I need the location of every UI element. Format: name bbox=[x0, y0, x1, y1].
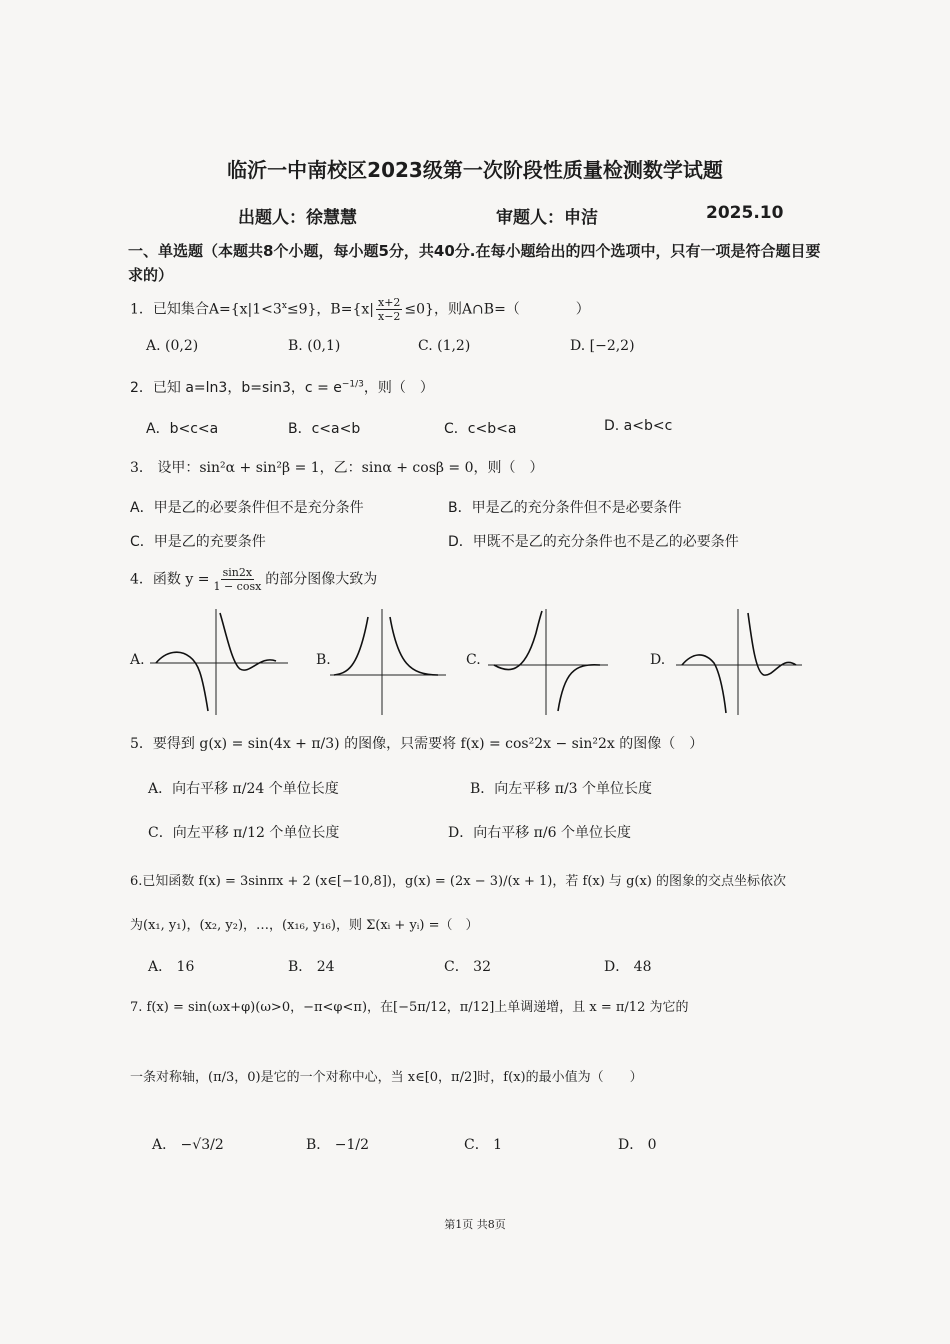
q1-option-c: C. (1,2) bbox=[418, 338, 471, 354]
q4-frac-num: sin2x bbox=[222, 566, 253, 579]
q4-prefix: 4．函数 y = bbox=[130, 571, 210, 588]
q6-option-a: A． 16 bbox=[148, 959, 195, 975]
exam-date: 2025.10 bbox=[706, 203, 784, 223]
question-4 bbox=[130, 566, 377, 593]
question-7-line-2: 一条对称轴，(π/3，0)是它的一个对称中心，当 x∈[0，π/2]时，f(x)的最小值为（ ） bbox=[130, 1070, 643, 1085]
q1-frac-num: x+2 bbox=[377, 296, 401, 309]
question-5: 5．要得到 g(x) = sin(4x + π/3) 的图像，只需要将 f(x) = cos²2x − sin²2x 的图像（ ） bbox=[130, 736, 704, 752]
question-6-line-1: 6.已知函数 f(x) = 3sinπx + 2 (x∈[−10,8])，g(x) = (2x − 3)/(x + 1)，若 f(x) 与 g(x) 的图象的交点坐标依次 bbox=[130, 874, 786, 889]
q4-option-c-label: C. bbox=[466, 652, 481, 668]
q3-option-d: D．甲既不是乙的充分条件也不是乙的必要条件 bbox=[448, 534, 739, 550]
q1-fraction bbox=[376, 296, 402, 323]
q1-option-d: D. [−2,2) bbox=[570, 338, 635, 354]
q2-option-a: A．b<c<a bbox=[146, 421, 219, 437]
q4-option-d-label: D. bbox=[650, 652, 666, 668]
q2-stem: 2．已知 a=ln3，b=sin3，c = e bbox=[130, 380, 342, 396]
question-3: 3． 设甲：sin²α + sin²β = 1，乙：sinα + cosβ = 0，则（ ） bbox=[130, 460, 544, 476]
q7-option-d: D． 0 bbox=[618, 1137, 657, 1153]
section-heading: 一、单选题（本题共8个小题，每小题5分，共40分.在每小题给出的四个选项中，只有一项是符合题目要求的） bbox=[128, 242, 821, 284]
q1-mid: ≤9}，B={x| bbox=[286, 301, 374, 318]
q1-option-b: B. (0,1) bbox=[288, 338, 341, 354]
q4-graph-b bbox=[326, 603, 452, 718]
q4-option-a-label: A. bbox=[130, 652, 145, 668]
q1-prefix: 1．已知集合A={x|1<3 bbox=[130, 301, 282, 318]
q7-option-c: C． 1 bbox=[464, 1137, 503, 1153]
question-1: 1．已知集合$A=\{x|1<3^x\le 9\}$，B={x| $\frac{x+2}{x-2}$ ≤0}，则A∩B=（ ） bbox=[130, 296, 590, 323]
q3-option-b: B．甲是乙的充分条件但不是必要条件 bbox=[448, 500, 682, 516]
q2-tail: ，则（ ） bbox=[363, 380, 434, 396]
q2-option-d: D. a<b<c bbox=[604, 418, 673, 434]
page-title: 临沂一中南校区2023级第一次阶段性质量检测数学试题 bbox=[227, 158, 723, 182]
q3-option-c: C．甲是乙的充要条件 bbox=[130, 534, 266, 550]
q5-option-d: D．向右平移 π/6 个单位长度 bbox=[448, 825, 631, 841]
q1-frac-den: x−2 bbox=[377, 310, 401, 323]
q1-option-a: A. (0,2) bbox=[146, 338, 199, 354]
q2-exponent: −1/3 bbox=[341, 379, 364, 390]
q3-option-a: A．甲是乙的必要条件但不是充分条件 bbox=[130, 500, 364, 516]
question-6-line-2: 为(x₁, y₁)，(x₂, y₂)，…，(x₁₆, y₁₆)，则 Σ(xᵢ + yᵢ) =（ ） bbox=[130, 918, 479, 933]
q4-graph-c bbox=[484, 603, 614, 718]
q4-fraction bbox=[211, 566, 263, 593]
q4-graph-a bbox=[146, 603, 294, 718]
q5-option-b: B．向左平移 π/3 个单位长度 bbox=[470, 781, 653, 797]
q4-suffix: 的部分图像大致为 bbox=[265, 571, 378, 588]
q4-option-b-label: B. bbox=[316, 652, 331, 668]
q6-option-c: C． 32 bbox=[444, 959, 491, 975]
q4-graph-d bbox=[672, 603, 808, 718]
q7-option-b: B． −1/2 bbox=[306, 1137, 369, 1153]
setter-label: 出题人：徐慧慧 bbox=[238, 208, 357, 228]
reviewer-label: 审题人：申洁 bbox=[496, 208, 598, 228]
q5-option-c: C．向左平移 π/12 个单位长度 bbox=[148, 825, 340, 841]
q2-option-b: B．c<a<b bbox=[288, 421, 361, 437]
question-2 bbox=[130, 377, 434, 397]
q1-suffix: ≤0}，则A∩B=（ ） bbox=[404, 301, 590, 318]
q6-option-b: B． 24 bbox=[288, 959, 335, 975]
q4-frac-den: 1 − cosx bbox=[213, 580, 262, 593]
q6-option-d: D． 48 bbox=[604, 959, 652, 975]
page-footer: 第1页 共8页 bbox=[444, 1218, 506, 1231]
q5-option-a: A．向右平移 π/24 个单位长度 bbox=[148, 781, 339, 797]
q7-option-a: A． −√3/2 bbox=[152, 1137, 224, 1153]
q2-option-c: C．c<b<a bbox=[444, 421, 517, 437]
question-7-line-1: 7. f(x) = sin(ωx+φ)(ω>0，−π<φ<π)，在[−5π/12，π/12]上单调递增，且 x = π/12 为它的 bbox=[130, 1000, 689, 1015]
